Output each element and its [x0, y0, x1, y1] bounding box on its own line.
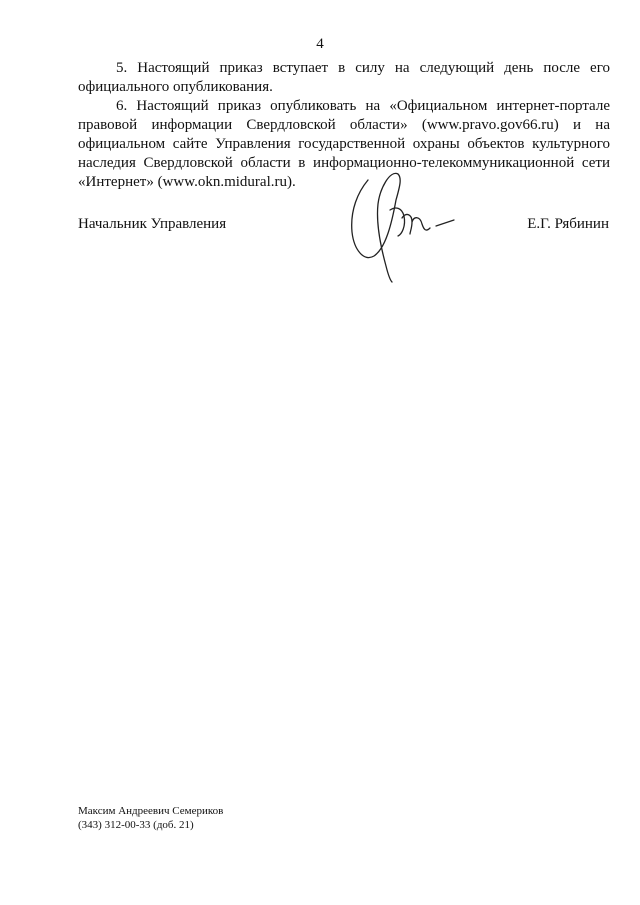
handwritten-signature	[340, 170, 460, 285]
signatory-position: Начальник Управления	[78, 216, 227, 232]
page-number: 4	[316, 36, 324, 52]
executor-info	[78, 804, 223, 832]
paragraph-5: 5. Настоящий приказ вступает в силу на следующий день после его официального опубликования.	[78, 60, 610, 95]
executor-phone: (343) 312-00-33 (доб. 21)	[78, 819, 194, 831]
executor-name: Максим Андреевич Семериков	[78, 805, 224, 817]
paragraph-6: 6. Настоящий приказ опубликовать на «Официальном интернет-портале правовой информации Свердловской области» (www.pravo.gov66.ru) и на официальном сайте Управления государственной охраны объектов культурного наследия Свердловской области в информационно-телекоммуникационной сети «Интернет» (www.okn.midural.ru).	[78, 98, 610, 190]
signatory-name: Е.Г. Рябинин	[527, 216, 609, 232]
